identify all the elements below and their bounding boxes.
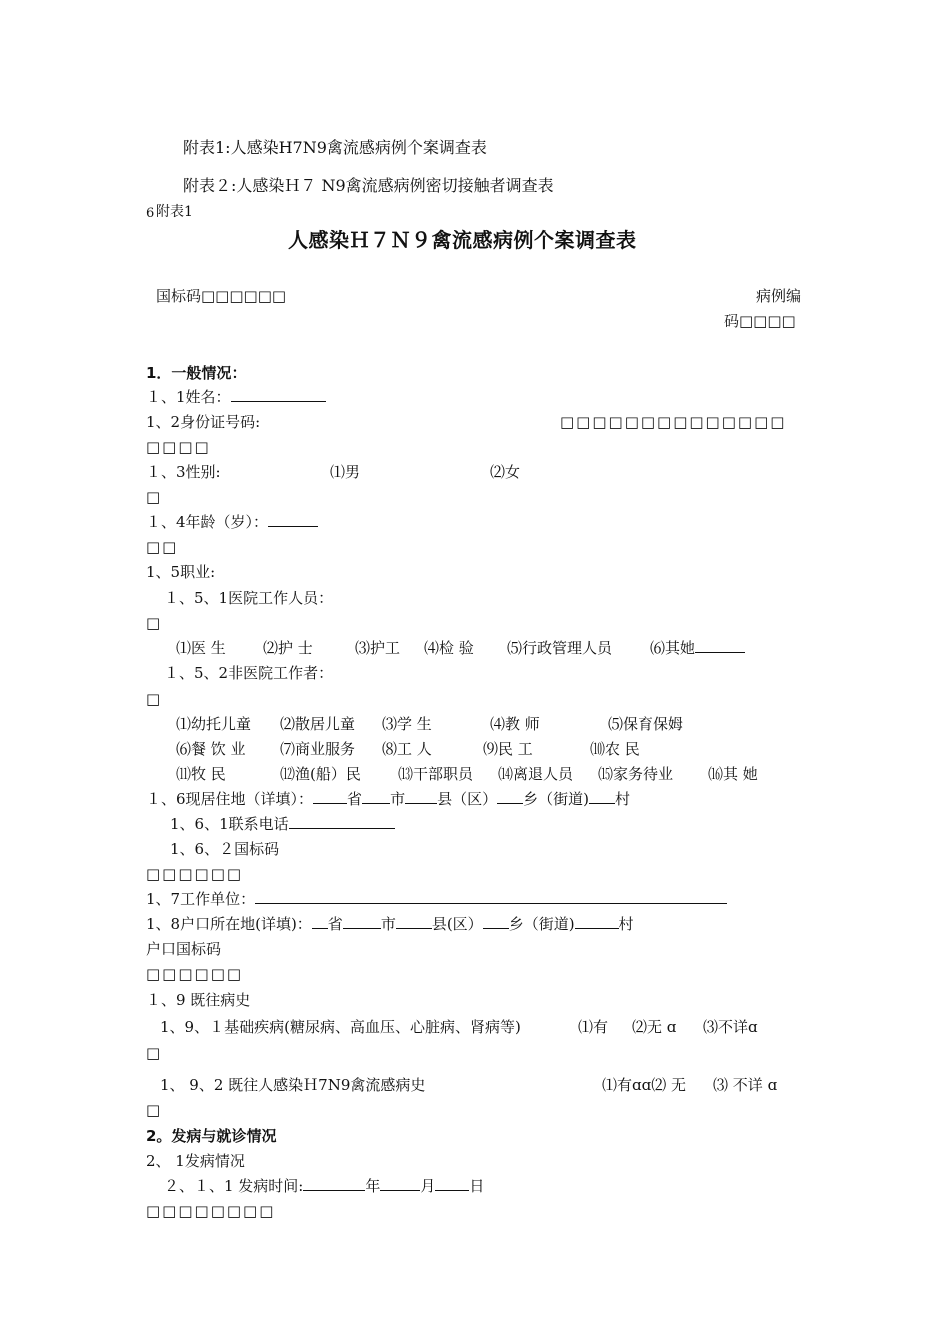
hosp-opt: ⑶护工: [355, 639, 401, 657]
nonhosp-opt: ⒀干部职员: [398, 765, 474, 783]
nonhosp-opt: ⑵散居儿童: [280, 715, 356, 733]
section-2-heading: 2。发病与就诊情况: [146, 1127, 277, 1145]
onset-time-field: ２、１、1 发病时间: 年 月 日: [164, 1177, 485, 1195]
hosp-opt: ⑸行政管理人员: [507, 639, 613, 657]
hosp-opt-other: ⑹其她: [650, 638, 745, 658]
onset-boxes: □□□□□□□□: [146, 1202, 276, 1220]
hosp-opt: ⑵护 士: [263, 639, 313, 657]
attachment-2-link: 附表２:人感染Ｈ７ N9禽流感病例密切接触者调查表: [183, 176, 554, 195]
history-label: １、9 既往病史: [146, 991, 251, 1009]
id-boxes: □□□□□□□□□□□□□□: [560, 413, 787, 431]
sex-option-female: ⑵女: [490, 463, 521, 481]
nonhosp-opt: ⑸保育保姆: [608, 715, 684, 733]
job-nonhospital-box: □: [146, 690, 163, 708]
hukou-code-label: 户口国标码: [146, 940, 222, 958]
id-label: 1、2身份证号码:: [146, 413, 261, 431]
nonhosp-opt: ⒂家务待业: [598, 765, 674, 783]
address-code-boxes: □□□□□□: [146, 865, 244, 883]
sex-option-male: ⑴男: [330, 463, 361, 481]
nonhosp-opt: ⑽农 民: [590, 740, 640, 758]
nonhosp-opt: ⑺商业服务: [280, 740, 356, 758]
history-h7n9-box: □: [146, 1101, 163, 1119]
job-hospital-label: １、5、1医院工作人员：: [164, 589, 334, 607]
anchor-mark: 6: [146, 206, 155, 221]
phone-field: 1、6、1联系电话: [170, 814, 395, 834]
work-unit-field: 1、7工作单位：: [146, 889, 727, 909]
national-code: 国标码□□□□□□: [156, 287, 287, 305]
hukou-field: 1、8户口所在地(详填)： 省 市 县(区） 乡（街道) 村: [146, 915, 634, 933]
nonhosp-opt: ⑴幼托儿童: [176, 715, 252, 733]
case-number-boxes: 码□□□□: [724, 312, 796, 330]
job-nonhospital-label: １、5、2非医院工作者：: [164, 664, 334, 682]
history-h7n9-opt: ⑴有ɑɑ⑵ 无: [602, 1076, 687, 1094]
nonhosp-opt: ⒁离退人员: [498, 765, 574, 783]
nonhosp-opt: ⑼民 工: [483, 740, 533, 758]
nonhosp-opt: ⑶学 生: [382, 715, 432, 733]
nonhosp-opt: ⑷教 师: [490, 715, 540, 733]
hukou-code-boxes: □□□□□□: [146, 965, 244, 983]
nonhosp-opt: ⒃其 她: [708, 765, 758, 783]
age-field: １、4年龄（岁）：: [146, 512, 318, 532]
section-1-heading: 1．一般情况：: [146, 364, 247, 382]
attachment-1-link: 附表1:人感染H7N9禽流感病例个案调查表: [183, 138, 487, 157]
nonhosp-opt: ⑻工 人: [382, 740, 432, 758]
age-box: □□: [146, 538, 179, 556]
onset-label: 2、 1发病情况: [146, 1152, 245, 1170]
page-title: 人感染Ｈ７Ｎ９禽流感病例个案调查表: [288, 228, 637, 252]
history-basic-box: □: [146, 1044, 163, 1062]
job-label: 1、5职业:: [146, 563, 216, 581]
nonhosp-opt: ⑾牧 民: [176, 765, 226, 783]
address-code-label: 1、6、２国标码: [170, 840, 280, 858]
history-basic-opt: ⑵无 ɑ: [632, 1018, 677, 1036]
case-number-label: 病例编: [756, 287, 802, 305]
sex-box: □: [146, 488, 163, 506]
history-h7n9-label: 1、 9、2 既往人感染Ｈ7N9禽流感病史: [160, 1076, 426, 1094]
hosp-opt: ⑷检 验: [424, 639, 474, 657]
address-field: １、6现居住地（详填）： 省 市 县（区） 乡（街道) 村: [146, 790, 630, 808]
sex-label: １、3性别:: [146, 463, 221, 481]
nonhosp-opt: ⑿渔(船）民: [280, 765, 361, 783]
nonhosp-opt: ⑹餐 饮 业: [176, 740, 246, 758]
id-boxes-cont: □□□□: [146, 438, 211, 456]
name-field: １、1姓名：: [146, 387, 326, 407]
history-basic-opt: ⑴有: [578, 1018, 609, 1036]
history-h7n9-opt: ⑶ 不详 ɑ: [713, 1076, 778, 1094]
history-basic-label: 1、9、１基础疾病(糖尿病、高血压、心脏病、肾病等): [160, 1018, 521, 1036]
job-hospital-box: □: [146, 614, 163, 632]
history-basic-opt: ⑶不详ɑ: [703, 1018, 758, 1036]
hosp-opt: ⑴医 生: [176, 639, 226, 657]
attachment-label: 附表1: [156, 204, 193, 220]
